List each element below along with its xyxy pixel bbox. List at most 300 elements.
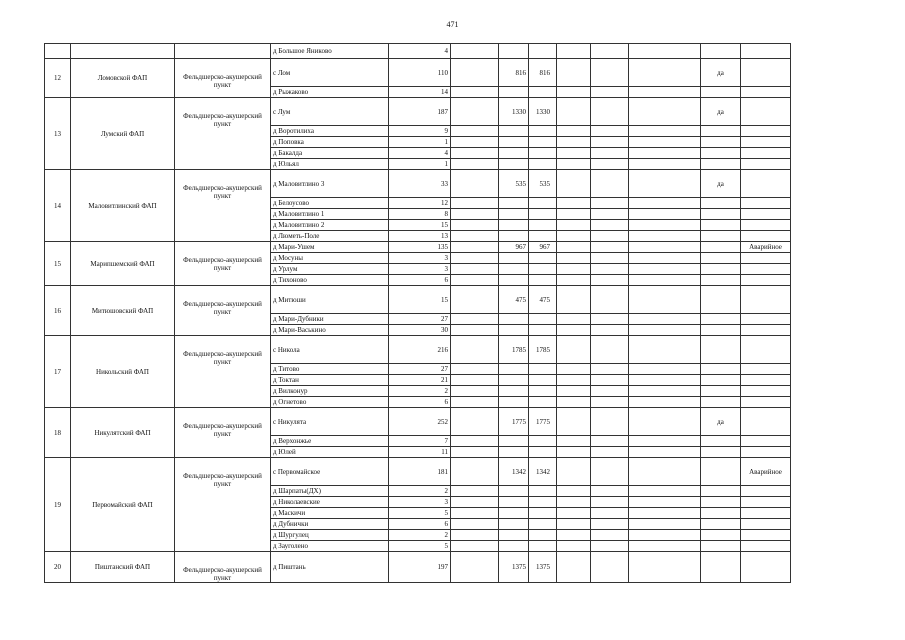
population-cell: 6 [389, 397, 451, 408]
condition-cell [741, 375, 791, 386]
empty-cell [591, 275, 629, 286]
fap-name: Ломовской ФАП [71, 59, 175, 98]
empty-cell [451, 209, 499, 220]
condition-cell [741, 336, 791, 364]
condition-cell [741, 137, 791, 148]
flag-cell: да [701, 98, 741, 126]
fap-name: Митюшовский ФАП [71, 286, 175, 336]
empty-cell [557, 286, 591, 314]
table-body [45, 44, 791, 583]
empty-cell [591, 242, 629, 253]
condition-cell [741, 325, 791, 336]
empty-cell [591, 253, 629, 264]
empty-cell [591, 552, 629, 583]
condition-cell [741, 59, 791, 87]
empty-cell [629, 336, 701, 364]
population-cell: 7 [389, 436, 451, 447]
row-number: 18 [45, 408, 71, 458]
flag-cell [701, 458, 741, 486]
served-population-cell [499, 541, 529, 552]
table-row [45, 408, 791, 436]
condition-cell [741, 264, 791, 275]
empty-cell [451, 497, 499, 508]
served-population-cell [499, 386, 529, 397]
settlement-cell: д Воротилиха [271, 126, 389, 137]
empty-cell [557, 264, 591, 275]
condition-cell [741, 286, 791, 314]
settlement-cell: д Вилконур [271, 386, 389, 397]
flag-cell: да [701, 170, 741, 198]
empty-cell [591, 375, 629, 386]
served-population-cell [499, 375, 529, 386]
settlement-cell: д Пиштань [271, 552, 389, 583]
empty-cell [451, 530, 499, 541]
condition-cell [741, 220, 791, 231]
empty-cell [557, 159, 591, 170]
total-population-cell [529, 198, 557, 209]
population-cell: 2 [389, 530, 451, 541]
population-cell: 1 [389, 159, 451, 170]
flag-cell [701, 242, 741, 253]
empty-cell [451, 98, 499, 126]
flag-cell [701, 497, 741, 508]
empty-cell [629, 447, 701, 458]
empty-cell [629, 170, 701, 198]
total-population-cell: 1375 [529, 552, 557, 583]
fap-name: Маловитлинский ФАП [71, 170, 175, 242]
served-population-cell: 1775 [499, 408, 529, 436]
empty-cell [557, 408, 591, 436]
table-row [45, 59, 791, 87]
empty-cell [591, 397, 629, 408]
empty-cell [557, 170, 591, 198]
settlement-cell: д Маловитлино 2 [271, 220, 389, 231]
empty-cell [629, 98, 701, 126]
condition-cell: Аварийное [741, 242, 791, 253]
settlement-cell: д Маскичи [271, 508, 389, 519]
total-population-cell [529, 314, 557, 325]
empty-cell [557, 386, 591, 397]
flag-cell [701, 126, 741, 137]
empty-cell [557, 87, 591, 98]
empty-cell [451, 44, 499, 59]
total-population-cell [529, 148, 557, 159]
served-population-cell [499, 220, 529, 231]
served-population-cell [499, 314, 529, 325]
fap-table [44, 43, 791, 583]
flag-cell [701, 397, 741, 408]
table-row [45, 44, 791, 59]
settlement-cell: с Лом [271, 59, 389, 87]
empty-cell [451, 59, 499, 87]
empty-cell [451, 386, 499, 397]
settlement-cell: д Маловитлино 3 [271, 170, 389, 198]
empty-cell [451, 231, 499, 242]
total-population-cell [529, 209, 557, 220]
empty-cell [557, 336, 591, 364]
empty-cell [175, 44, 271, 59]
empty-cell [629, 264, 701, 275]
population-cell: 3 [389, 497, 451, 508]
condition-cell [741, 397, 791, 408]
empty-cell [557, 397, 591, 408]
empty-cell [629, 159, 701, 170]
empty-cell [591, 87, 629, 98]
facility-type: Фельдшерско-акушерский пункт [175, 458, 271, 552]
empty-cell [591, 198, 629, 209]
empty-cell [591, 209, 629, 220]
settlement-cell: с Никулята [271, 408, 389, 436]
table-row [45, 458, 791, 486]
settlement-cell: д Токтан [271, 375, 389, 386]
served-population-cell [499, 275, 529, 286]
flag-cell [701, 314, 741, 325]
settlement-cell: д Маловитлино 1 [271, 209, 389, 220]
population-cell: 4 [389, 44, 451, 59]
settlement-cell: д Мосуны [271, 253, 389, 264]
total-population-cell [529, 325, 557, 336]
empty-cell [629, 408, 701, 436]
empty-cell [629, 220, 701, 231]
settlement-cell: д Шургулец [271, 530, 389, 541]
empty-cell [451, 447, 499, 458]
settlement-cell: д Белоусово [271, 198, 389, 209]
flag-cell [701, 447, 741, 458]
served-population-cell [499, 137, 529, 148]
empty-cell [591, 159, 629, 170]
population-cell: 135 [389, 242, 451, 253]
empty-cell [557, 530, 591, 541]
empty-cell [629, 397, 701, 408]
served-population-cell [499, 253, 529, 264]
empty-cell [591, 364, 629, 375]
population-cell: 216 [389, 336, 451, 364]
flag-cell [701, 275, 741, 286]
settlement-cell: д Мари-Васькино [271, 325, 389, 336]
fap-name: Никулятский ФАП [71, 408, 175, 458]
empty-cell [529, 44, 557, 59]
empty-cell [557, 253, 591, 264]
served-population-cell [499, 264, 529, 275]
served-population-cell [499, 364, 529, 375]
empty-cell [557, 231, 591, 242]
empty-cell [629, 386, 701, 397]
settlement-cell: д Верхонжье [271, 436, 389, 447]
empty-cell [629, 231, 701, 242]
condition-cell [741, 497, 791, 508]
settlement-cell: д Титово [271, 364, 389, 375]
row-number: 13 [45, 98, 71, 170]
settlement-cell: д Рыжаково [271, 87, 389, 98]
population-cell: 252 [389, 408, 451, 436]
empty-cell [557, 275, 591, 286]
served-population-cell: 475 [499, 286, 529, 314]
empty-cell [451, 275, 499, 286]
served-population-cell [499, 87, 529, 98]
condition-cell [741, 198, 791, 209]
population-cell: 30 [389, 325, 451, 336]
population-cell: 1 [389, 137, 451, 148]
population-cell: 5 [389, 541, 451, 552]
empty-cell [557, 436, 591, 447]
facility-type: Фельдшерско-акушерский пункт [175, 242, 271, 286]
empty-cell [451, 552, 499, 583]
total-population-cell [529, 159, 557, 170]
settlement-cell: д Шарпаты(ДХ) [271, 486, 389, 497]
empty-cell [557, 375, 591, 386]
flag-cell [701, 530, 741, 541]
population-cell: 6 [389, 519, 451, 530]
empty-cell [557, 314, 591, 325]
empty-cell [451, 336, 499, 364]
empty-cell [451, 314, 499, 325]
empty-cell [451, 486, 499, 497]
served-population-cell: 535 [499, 170, 529, 198]
empty-cell [629, 253, 701, 264]
condition-cell [741, 253, 791, 264]
condition-cell [741, 314, 791, 325]
settlement-cell: д Огнетово [271, 397, 389, 408]
flag-cell [701, 519, 741, 530]
empty-cell [629, 519, 701, 530]
total-population-cell [529, 519, 557, 530]
flag-cell [701, 231, 741, 242]
total-population-cell [529, 508, 557, 519]
total-population-cell [529, 253, 557, 264]
empty-cell [451, 458, 499, 486]
served-population-cell [499, 209, 529, 220]
empty-cell [557, 552, 591, 583]
condition-cell [741, 231, 791, 242]
total-population-cell: 1342 [529, 458, 557, 486]
population-cell: 9 [389, 126, 451, 137]
settlement-cell: д Дубнички [271, 519, 389, 530]
total-population-cell [529, 530, 557, 541]
total-population-cell [529, 126, 557, 137]
served-population-cell: 1785 [499, 336, 529, 364]
settlement-cell: с Лум [271, 98, 389, 126]
empty-cell [591, 44, 629, 59]
flag-cell [701, 137, 741, 148]
served-population-cell [499, 436, 529, 447]
population-cell: 110 [389, 59, 451, 87]
total-population-cell: 967 [529, 242, 557, 253]
empty-cell [629, 44, 701, 59]
condition-cell [741, 486, 791, 497]
row-number: 14 [45, 170, 71, 242]
empty-cell [499, 44, 529, 59]
population-cell: 5 [389, 508, 451, 519]
facility-type: Фельдшерско-акушерский пункт [175, 408, 271, 458]
empty-cell [557, 508, 591, 519]
flag-cell [701, 87, 741, 98]
served-population-cell [499, 447, 529, 458]
empty-cell [629, 59, 701, 87]
total-population-cell [529, 364, 557, 375]
empty-cell [451, 375, 499, 386]
empty-cell [629, 148, 701, 159]
flag-cell [701, 253, 741, 264]
settlement-cell: д Мари-Дубники [271, 314, 389, 325]
settlement-cell: д Митюши [271, 286, 389, 314]
empty-cell [451, 159, 499, 170]
flag-cell: да [701, 408, 741, 436]
flag-cell [701, 364, 741, 375]
empty-cell [451, 364, 499, 375]
settlement-cell: д Мари-Ушем [271, 242, 389, 253]
served-population-cell [499, 486, 529, 497]
empty-cell [591, 436, 629, 447]
empty-cell [629, 364, 701, 375]
empty-cell [629, 436, 701, 447]
empty-cell [557, 242, 591, 253]
empty-cell [451, 87, 499, 98]
served-population-cell [499, 397, 529, 408]
empty-cell [701, 44, 741, 59]
population-cell: 181 [389, 458, 451, 486]
empty-cell [451, 137, 499, 148]
empty-cell [629, 458, 701, 486]
settlement-cell: д Бакалда [271, 148, 389, 159]
empty-cell [591, 220, 629, 231]
empty-cell [451, 242, 499, 253]
total-population-cell [529, 375, 557, 386]
facility-type: Фельдшерско-акушерский пункт [175, 170, 271, 242]
condition-cell [741, 364, 791, 375]
settlement-cell: д Большое Яниково [271, 44, 389, 59]
population-cell: 12 [389, 198, 451, 209]
empty-cell [591, 98, 629, 126]
row-number: 15 [45, 242, 71, 286]
empty-cell [591, 148, 629, 159]
served-population-cell: 1375 [499, 552, 529, 583]
empty-cell [629, 126, 701, 137]
empty-cell [451, 541, 499, 552]
empty-cell [629, 209, 701, 220]
empty-cell [629, 286, 701, 314]
population-cell: 187 [389, 98, 451, 126]
served-population-cell [499, 519, 529, 530]
served-population-cell [499, 126, 529, 137]
population-cell: 15 [389, 286, 451, 314]
served-population-cell [499, 508, 529, 519]
population-cell: 13 [389, 231, 451, 242]
condition-cell [741, 98, 791, 126]
condition-cell [741, 148, 791, 159]
empty-cell [451, 126, 499, 137]
empty-cell [591, 325, 629, 336]
row-number: 17 [45, 336, 71, 408]
empty-cell [557, 98, 591, 126]
flag-cell [701, 325, 741, 336]
flag-cell [701, 541, 741, 552]
served-population-cell [499, 497, 529, 508]
total-population-cell [529, 436, 557, 447]
empty-cell [451, 148, 499, 159]
empty-cell [557, 44, 591, 59]
condition-cell [741, 159, 791, 170]
empty-cell [557, 458, 591, 486]
total-population-cell [529, 386, 557, 397]
empty-cell [629, 552, 701, 583]
empty-cell [557, 364, 591, 375]
population-cell: 15 [389, 220, 451, 231]
population-cell: 197 [389, 552, 451, 583]
row-number: 12 [45, 59, 71, 98]
population-cell: 2 [389, 486, 451, 497]
empty-cell [71, 44, 175, 59]
empty-cell [451, 325, 499, 336]
empty-cell [591, 264, 629, 275]
empty-cell [557, 137, 591, 148]
empty-cell [629, 314, 701, 325]
condition-cell [741, 87, 791, 98]
flag-cell [701, 486, 741, 497]
total-population-cell [529, 264, 557, 275]
empty-cell [591, 519, 629, 530]
empty-cell [557, 59, 591, 87]
table-row [45, 242, 791, 253]
settlement-cell: д Николаевские [271, 497, 389, 508]
flag-cell [701, 198, 741, 209]
population-cell: 27 [389, 364, 451, 375]
served-population-cell [499, 159, 529, 170]
condition-cell [741, 209, 791, 220]
empty-cell [629, 87, 701, 98]
condition-cell: Аварийное [741, 458, 791, 486]
population-cell: 3 [389, 264, 451, 275]
empty-cell [629, 530, 701, 541]
empty-cell [557, 325, 591, 336]
page-number: 471 [446, 20, 459, 29]
total-population-cell [529, 220, 557, 231]
facility-type: Фельдшерско-акушерский пункт [175, 286, 271, 336]
empty-cell [451, 436, 499, 447]
condition-cell [741, 436, 791, 447]
empty-cell [451, 220, 499, 231]
empty-cell [591, 386, 629, 397]
empty-cell [629, 137, 701, 148]
total-population-cell [529, 137, 557, 148]
population-cell: 27 [389, 314, 451, 325]
table-row [45, 170, 791, 198]
flag-cell [701, 209, 741, 220]
table-row [45, 98, 791, 126]
empty-cell [629, 275, 701, 286]
empty-cell [591, 137, 629, 148]
empty-cell [591, 497, 629, 508]
empty-cell [629, 198, 701, 209]
total-population-cell [529, 447, 557, 458]
empty-cell [629, 325, 701, 336]
population-cell: 33 [389, 170, 451, 198]
empty-cell [451, 408, 499, 436]
empty-cell [591, 286, 629, 314]
settlement-cell: с Первомайское [271, 458, 389, 486]
settlement-cell: д Тихоново [271, 275, 389, 286]
row-number: 16 [45, 286, 71, 336]
served-population-cell [499, 530, 529, 541]
table-row [45, 286, 791, 314]
empty-cell [451, 170, 499, 198]
total-population-cell [529, 397, 557, 408]
total-population-cell [529, 87, 557, 98]
empty-cell [557, 148, 591, 159]
total-population-cell [529, 541, 557, 552]
fap-name: Никольский ФАП [71, 336, 175, 408]
fap-name: Лумский ФАП [71, 98, 175, 170]
empty-cell [591, 231, 629, 242]
